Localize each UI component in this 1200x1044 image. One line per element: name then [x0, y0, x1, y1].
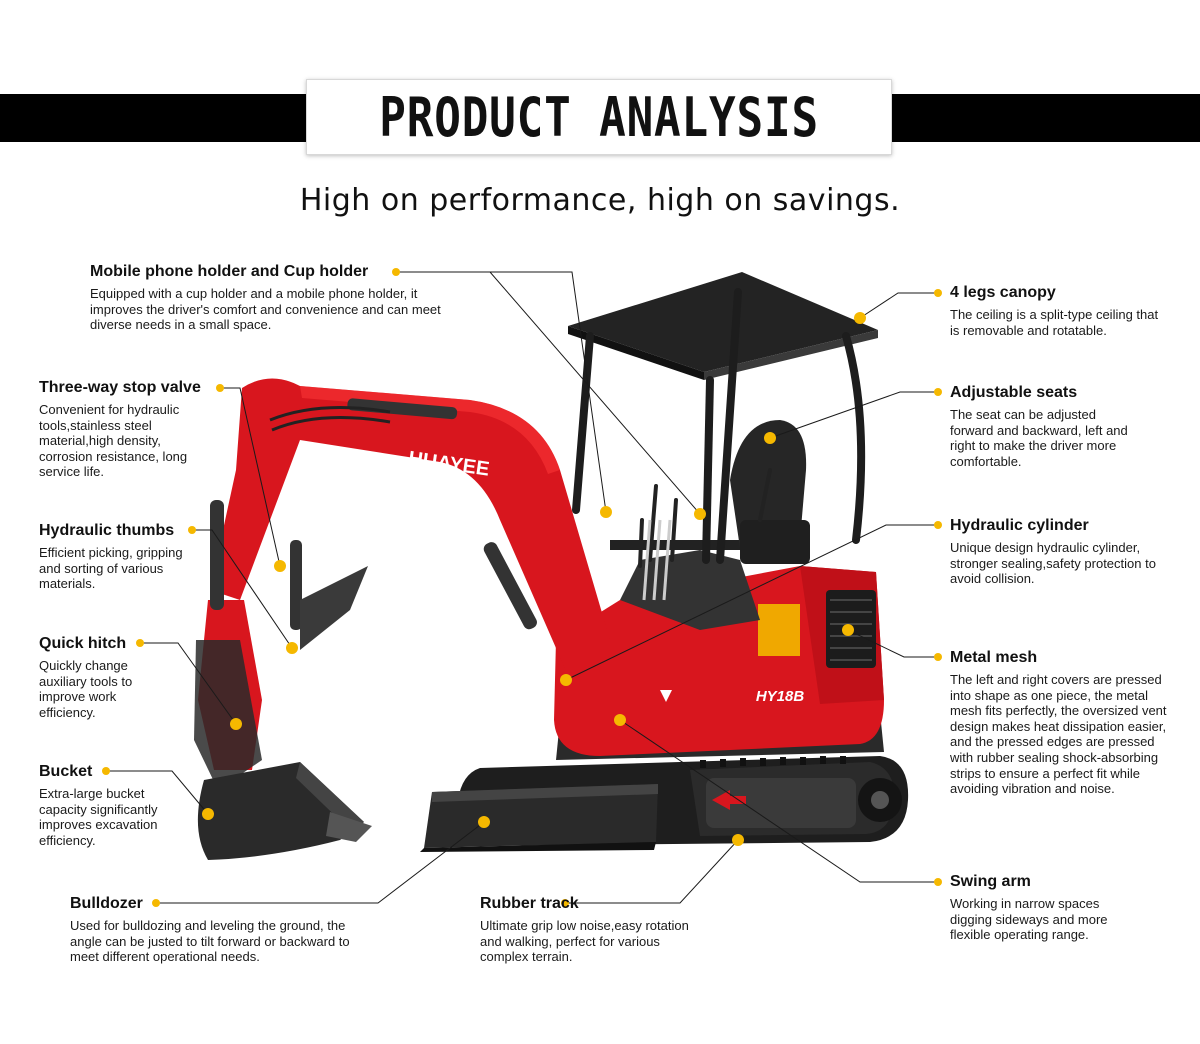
feature-title: Hydraulic thumbs	[39, 522, 175, 539]
feature-adjustable-seats	[950, 384, 1140, 469]
feature-hydraulic-cylinder	[950, 517, 1170, 587]
feature-bulldozer	[70, 895, 380, 965]
feature-title: Hydraulic cylinder	[950, 517, 1089, 534]
feature-text: Unique design hydraulic cylinder, stronger sealing,safety protection to avoid collision.	[950, 540, 1156, 587]
feature-text: Convenient for hydraulic tools,stainless steel material,high density, corrosion resistance, long service life.	[39, 402, 188, 480]
bulldozer-blade-graphic	[420, 784, 658, 852]
page-subtitle: High on performance, high on savings.	[299, 183, 901, 218]
feature-title: Swing arm	[950, 873, 1031, 890]
feature-title: 4 legs canopy	[950, 284, 1056, 301]
feature-rubber-track	[480, 895, 690, 965]
feature-text: Efficient picking, gripping and sorting of various materials.	[39, 545, 183, 592]
arm-graphic	[194, 500, 368, 790]
page-title: PRODUCT ANALYSIS	[379, 85, 819, 149]
feature-text: Quickly change auxiliary tools to improve work efficiency.	[39, 658, 133, 720]
boom-graphic	[210, 378, 610, 680]
feature-text: Working in narrow spaces digging sideways and more flexible operating range.	[950, 896, 1108, 943]
feature-metal-mesh	[950, 649, 1170, 797]
feature-text: Equipped with a cup holder and a mobile phone holder, it improves the driver's comfort and convenience and can meet diverse needs in a small space.	[90, 286, 441, 333]
feature-title: Three-way stop valve	[39, 379, 201, 396]
feature-swing-arm	[950, 873, 1140, 943]
feature-title: Adjustable seats	[950, 384, 1078, 401]
model-label: HY18B	[755, 688, 805, 705]
brand-label: HUAYEE	[406, 447, 491, 481]
feature-text: The ceiling is a split-type ceiling that is removable and rotatable.	[950, 307, 1159, 338]
feature-text: Extra-large bucket capacity significantly improves excavation efficiency.	[39, 786, 158, 848]
feature-phone-cup-holder	[90, 263, 450, 333]
feature-text: Used for bulldozing and leveling the ground, the angle can be justed to tilt forward or backward to meet different operational needs.	[70, 918, 350, 965]
feature-bucket	[39, 763, 179, 848]
feature-title: Bulldozer	[70, 895, 143, 912]
feature-title: Bucket	[39, 763, 93, 780]
feature-title: Mobile phone holder and Cup holder	[90, 263, 369, 280]
feature-title: Rubber track	[480, 895, 579, 912]
feature-text: Ultimate grip low noise,easy rotation and walking, perfect for various complex terrain.	[480, 918, 689, 965]
feature-text: The left and right covers are pressed into shape as one piece, the metal mesh fits perfectly, the oversized vent design makes heat dissipation easier, and the pressed edges are pressed with rubber sealing shock-absorbing strips to ensure a perfect fit while avoiding vibration and noise.	[950, 672, 1167, 797]
bucket-graphic	[198, 762, 372, 860]
feature-hydraulic-thumbs	[39, 522, 199, 592]
feature-quick-hitch	[39, 635, 159, 720]
feature-title: Metal mesh	[950, 649, 1038, 666]
feature-title: Quick hitch	[39, 635, 127, 652]
feature-three-way-valve	[39, 379, 201, 480]
feature-canopy	[950, 284, 1160, 338]
feature-text: The seat can be adjusted forward and backward, left and right to make the driver more comfortable.	[950, 407, 1128, 469]
